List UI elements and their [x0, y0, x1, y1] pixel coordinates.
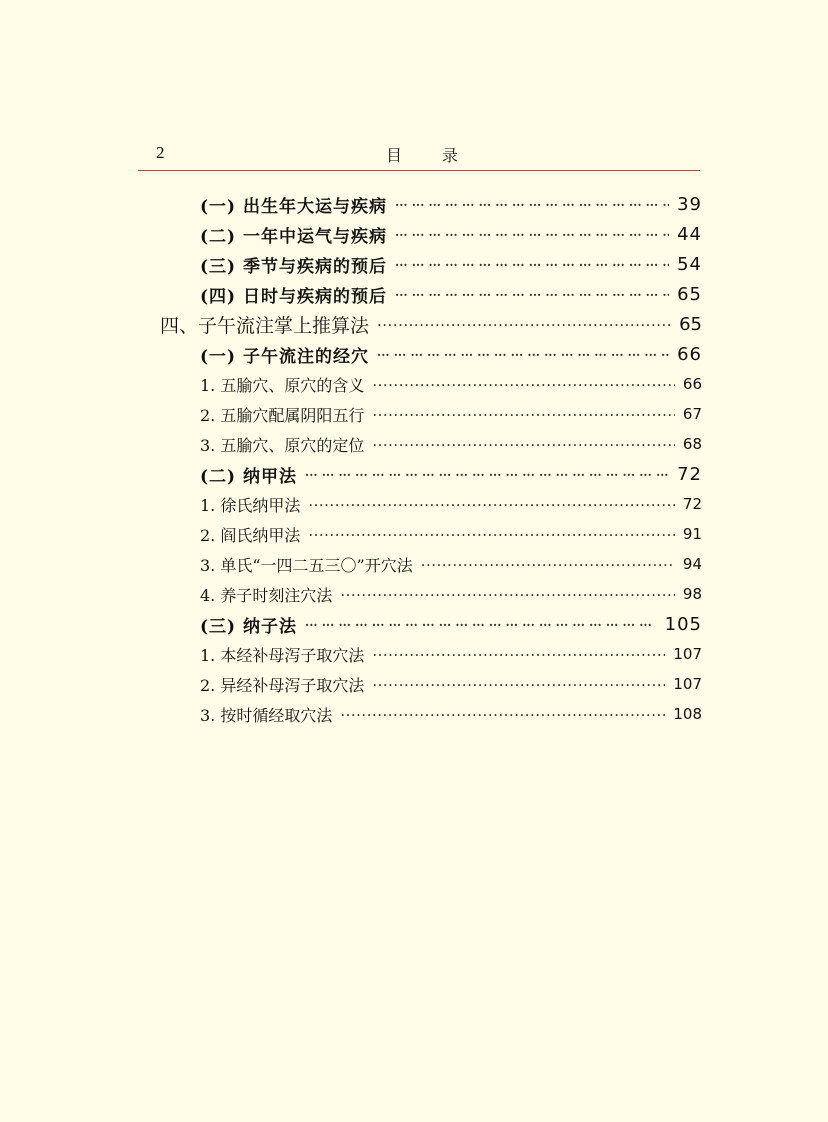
- toc-dot-leader: [372, 675, 665, 695]
- toc-dot-leader: [372, 645, 665, 665]
- toc-entry-page: 107: [673, 645, 702, 663]
- toc-entry-label: (四) 日时与疾病的预后: [200, 286, 388, 307]
- toc-entry: [200, 429, 702, 459]
- toc-dot-leader: [395, 195, 669, 215]
- toc-entry-label: 3. 单氏“一四二五三〇”开穴法: [200, 555, 413, 575]
- toc-entry-label: 2. 阎氏纳甲法: [200, 525, 301, 545]
- toc-dot-leader: [421, 555, 675, 575]
- toc-entry-label: 四、子午流注掌上推算法: [160, 314, 370, 337]
- toc-entry: [200, 189, 702, 219]
- toc-entry-page: 72: [677, 463, 702, 485]
- toc-entry: [200, 549, 702, 579]
- toc-entry-page: 66: [682, 375, 702, 393]
- toc-entry-page: 54: [677, 253, 702, 275]
- toc-dot-leader: [372, 435, 675, 455]
- toc-entry: [200, 339, 702, 369]
- toc-entry-label: (三) 纳子法: [200, 616, 298, 637]
- toc-dot-leader: [340, 585, 675, 605]
- toc-entry-page: 107: [673, 675, 702, 693]
- toc-entry-label: (三) 季节与疾病的预后: [200, 256, 388, 277]
- toc-entry-label: 1. 徐氏纳甲法: [200, 495, 301, 515]
- toc-dot-leader: [340, 705, 665, 725]
- toc-entry-page: 44: [677, 223, 702, 245]
- toc-dot-leader: [372, 375, 675, 395]
- toc-entry-label: 2. 五腧穴配属阴阳五行: [200, 405, 365, 425]
- toc-entry: [200, 699, 702, 729]
- toc-entry: [200, 279, 702, 309]
- toc-entry-label: 3. 按时循经取穴法: [200, 705, 333, 725]
- toc-entry: [200, 489, 702, 519]
- toc-entry-page: 108: [673, 705, 702, 723]
- toc-entry-page: 68: [682, 435, 702, 453]
- toc-entry: [200, 639, 702, 669]
- toc-entry-page: 98: [682, 585, 702, 603]
- toc-entry-label: 4. 养子时刻注穴法: [200, 585, 333, 605]
- toc-dot-leader: [308, 495, 675, 515]
- toc-dot-leader: [377, 315, 671, 335]
- toc-dot-leader: [372, 405, 675, 425]
- page-number: 2: [156, 143, 165, 162]
- toc-entry-label: (一) 子午流注的经穴: [200, 346, 370, 367]
- toc-dot-leader: [395, 255, 669, 275]
- toc-entry: [200, 669, 702, 699]
- toc-entry: [200, 579, 702, 609]
- toc-entry: [200, 399, 702, 429]
- toc-entry: [160, 309, 702, 339]
- toc-entry-page: 91: [682, 525, 702, 543]
- toc-entry: [200, 459, 702, 489]
- toc-entry-label: (一) 出生年大运与疾病: [200, 196, 388, 217]
- toc-entry-label: 1. 本经补母泻子取穴法: [200, 645, 365, 665]
- toc-entry-page: 65: [677, 283, 702, 305]
- toc-entry-page: 66: [677, 343, 702, 365]
- toc-dot-leader: [305, 615, 657, 635]
- toc-entry: [200, 609, 702, 639]
- toc-entry: [200, 249, 702, 279]
- toc-entry-page: 39: [677, 193, 702, 215]
- toc-entry: [200, 369, 702, 399]
- toc-entry: [200, 219, 702, 249]
- toc-dot-leader: [308, 525, 675, 545]
- toc-entry-label: 2. 异经补母泻子取穴法: [200, 675, 365, 695]
- toc-entry-label: 3. 五腧穴、原穴的定位: [200, 435, 365, 455]
- toc-entry-page: 65: [679, 313, 702, 335]
- page-title: 目录: [386, 146, 499, 165]
- toc-entry-label: (二) 纳甲法: [200, 466, 298, 487]
- toc-entry-page: 105: [664, 613, 702, 635]
- toc-entry-page: 72: [682, 495, 702, 513]
- toc-dot-leader: [305, 465, 669, 485]
- toc-entry-label: 1. 五腧穴、原穴的含义: [200, 375, 365, 395]
- toc-dot-leader: [395, 285, 669, 305]
- toc-dot-leader: [395, 225, 669, 245]
- toc-entry: [200, 519, 702, 549]
- toc-entry-label: (二) 一年中运气与疾病: [200, 226, 388, 247]
- toc-entry-page: 94: [682, 555, 702, 573]
- toc-entry-page: 67: [682, 405, 702, 423]
- toc-dot-leader: [377, 345, 669, 365]
